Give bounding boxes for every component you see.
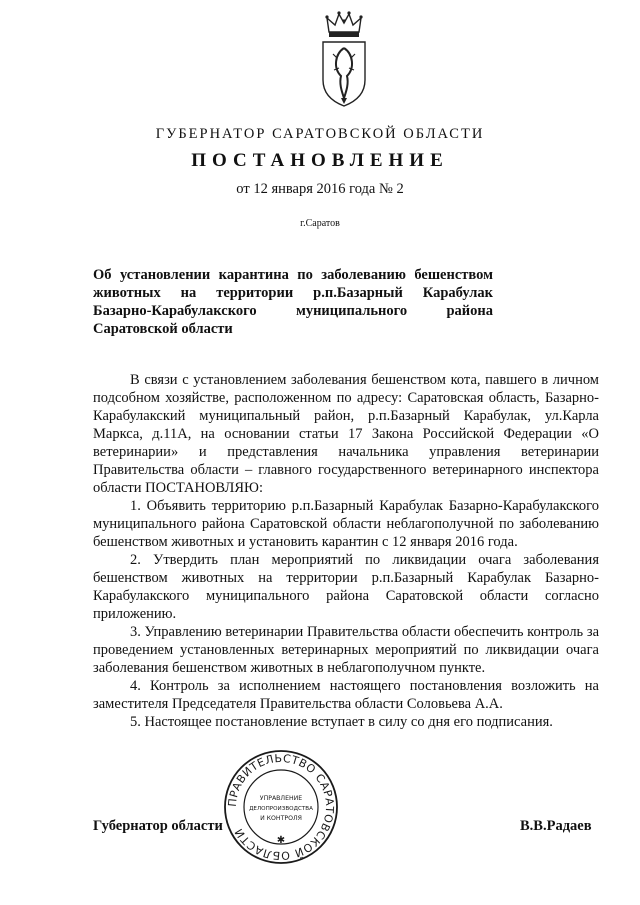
document-date: от 12 января 2016 года № 2 [236,181,404,197]
body-paragraph-5: 5. Настоящее постановление вступает в силу со дня его подписания. [130,714,553,730]
stamp-inner-line: И КОНТРОЛЯ [260,815,302,822]
title-line: Об установлении карантина по заболеванию бешенством [93,267,493,283]
title-line: животных на территории р.п.Базарный Карабулак [93,285,493,301]
signature-name: В.В.Радаев [520,818,592,834]
body-paragraph-preamble: В связи с установлением заболевания бешенством кота, павшего в личном подсобном хозяйстве, расположенном по адресу: Саратовская область, Базарно-Карабулакский муниципальный район, р.п.Базарный Карабулак, ул.Карла Маркса, д.11А, на основании статьи 17 Закона Российской Федерации «О ветеринарии» и представления начальника управления ветеринарии Правительства области – главного государственного ветеринарного инспектора области ПОСТАНОВЛЯЮ: [93,372,599,496]
authority-title: ГУБЕРНАТОР САРАТОВСКОЙ ОБЛАСТИ [155,126,485,142]
coat-of-arms-icon [315,10,373,110]
svg-text:✱: ✱ [276,835,286,846]
stamp-inner-line: ДЕЛОПРОИЗВОДСТВА [249,806,313,812]
document-body [93,371,599,731]
document-type: ПОСТАНОВЛЕНИЕ [191,150,449,171]
stamp-inner-line: УПРАВЛЕНИЕ [259,795,303,802]
stamp-outer-text: ПРАВИТЕЛЬСТВО САРАТОВСКОЙ ОБЛАСТИ [225,751,337,863]
title-line: Базарно-Карабулакского муниципального района [93,303,493,319]
official-stamp-icon [222,748,340,866]
body-paragraph-1: 1. Объявить территорию р.п.Базарный Карабулак Базарно-Карабулакского муниципального района Саратовской области неблагополучной по заболеванию бешенством животных и установить карантин с 12 января 2016 года. [93,498,599,550]
body-paragraph-4: 4. Контроль за исполнением настоящего постановления возложить на заместителя Председателя Правительства области Соловьева А.А. [93,678,599,712]
document-title [93,266,493,338]
body-paragraph-2: 2. Утвердить план мероприятий по ликвидации очага заболевания бешенством животных на территории р.п.Базарный Карабулак Базарно-Карабулакского муниципального района Саратовской области согласно приложению. [93,552,599,622]
body-paragraph-3: 3. Управлению ветеринарии Правительства области обеспечить контроль за проведением установленных ветеринарных мероприятий по ликвидации очага заболевания бешенством животных в неблагополучном пункте. [93,624,599,676]
signature-position: Губернатор области [93,818,223,834]
title-line: Саратовской области [93,321,233,337]
document-city: г.Саратов [300,218,340,229]
